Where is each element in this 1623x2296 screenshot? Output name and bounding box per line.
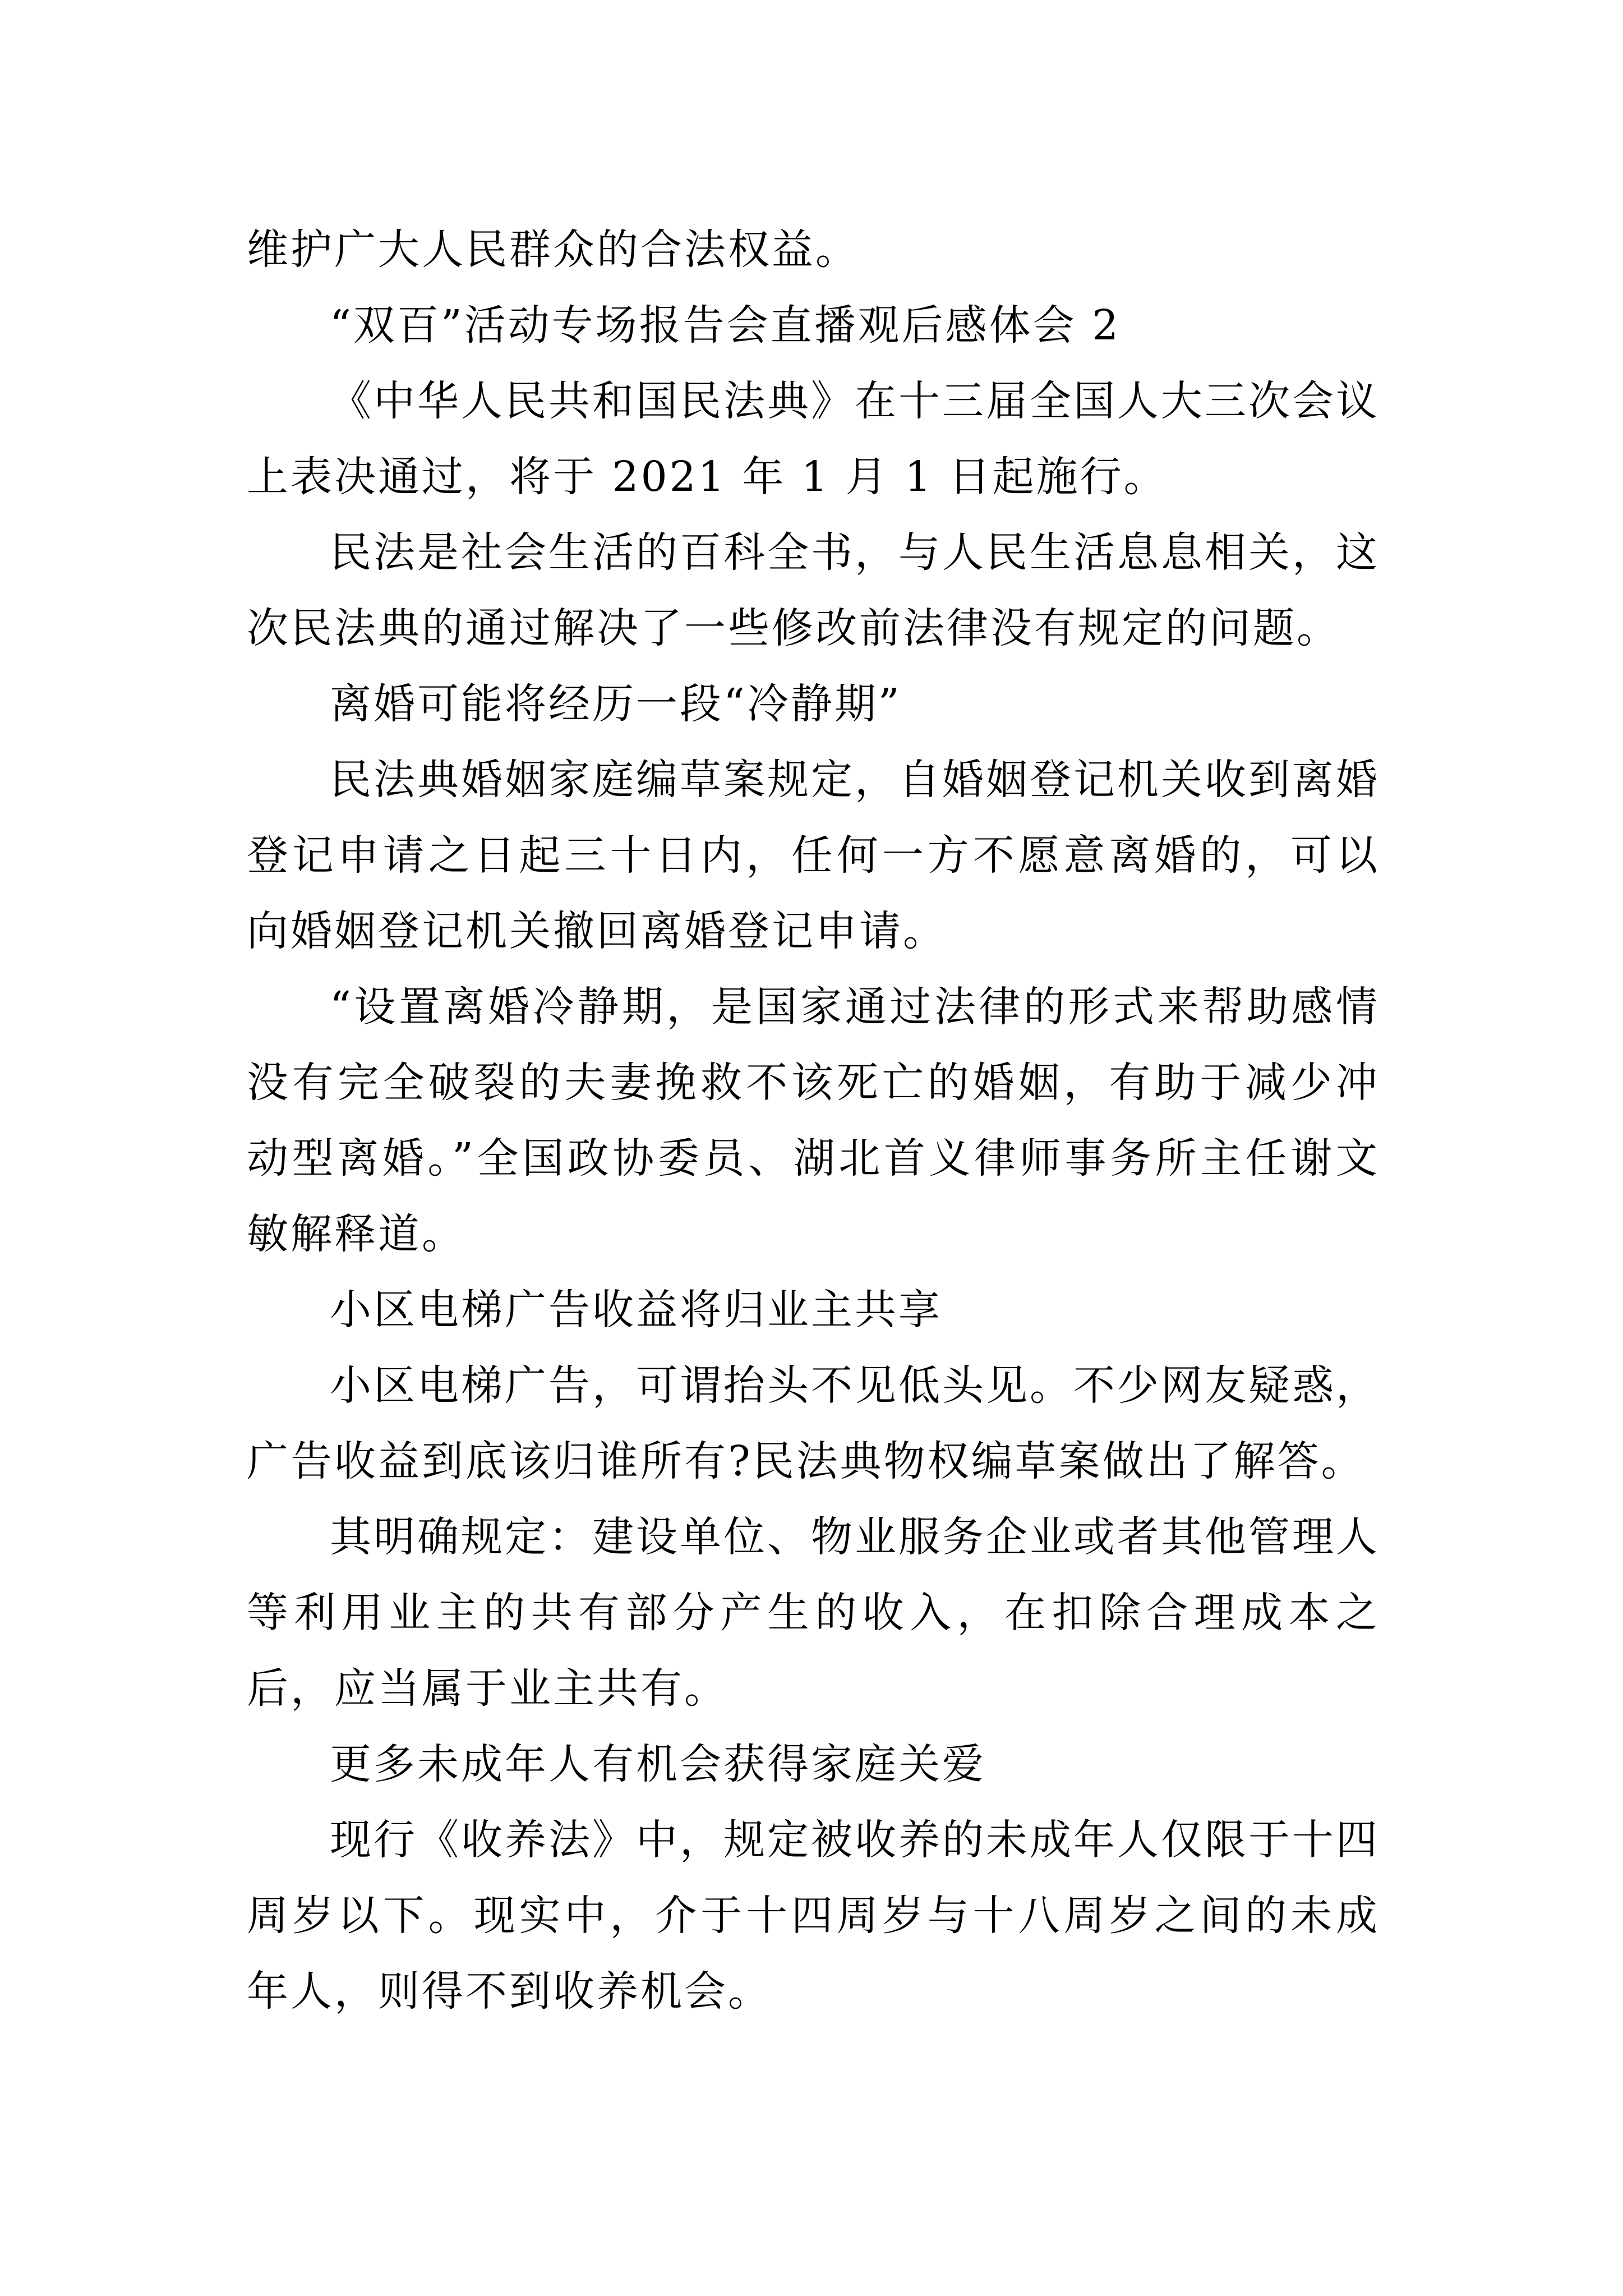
paragraph-continuation: 维护广大人民群众的合法权益。: [247, 226, 859, 274]
subheading: 更多未成年人有机会获得家庭关爱: [330, 1740, 986, 1788]
paragraph: “设置离婚冷静期，是国家通过法律的形式来帮助感情没有完全破裂的夫妻挽救不该死亡的婚姻，有助于减少冲动型离婚。”全国政协委员、湖北首义律师事务所主任谢文敏解释道。: [247, 983, 1380, 1258]
paragraph: 现行《收养法》中，规定被收养的未成年人仅限于十四周岁以下。现实中，介于十四周岁与十八周岁之间的未成年人，则得不到收养机会。: [247, 1816, 1380, 2016]
document-body: [247, 212, 1380, 2030]
paragraph: 其明确规定：建设单位、物业服务企业或者其他管理人等利用业主的共有部分产生的收入，在扣除合理成本之后，应当属于业主共有。: [247, 1513, 1380, 1713]
section-title: “双百”活动专场报告会直播观后感体会 2: [330, 301, 1121, 349]
subheading: 离婚可能将经历一段“冷静期”: [330, 680, 902, 728]
paragraph: 民法是社会生活的百科全书，与人民生活息息相关，这次民法典的通过解决了一些修改前法律没有规定的问题。: [247, 528, 1380, 652]
paragraph: 《中华人民共和国民法典》在十三届全国人大三次会议上表决通过，将于 2021 年 1 月 1 日起施行。: [247, 377, 1380, 501]
subheading: 小区电梯广告收益将归业主共享: [330, 1286, 942, 1334]
paragraph: 民法典婚姻家庭编草案规定，自婚姻登记机关收到离婚登记申请之日起三十日内，任何一方不愿意离婚的，可以向婚姻登记机关撤回离婚登记申请。: [247, 756, 1380, 955]
paragraph: 小区电梯广告，可谓抬头不见低头见。不少网友疑惑，广告收益到底该归谁所有?民法典物权编草案做出了解答。: [247, 1361, 1380, 1485]
